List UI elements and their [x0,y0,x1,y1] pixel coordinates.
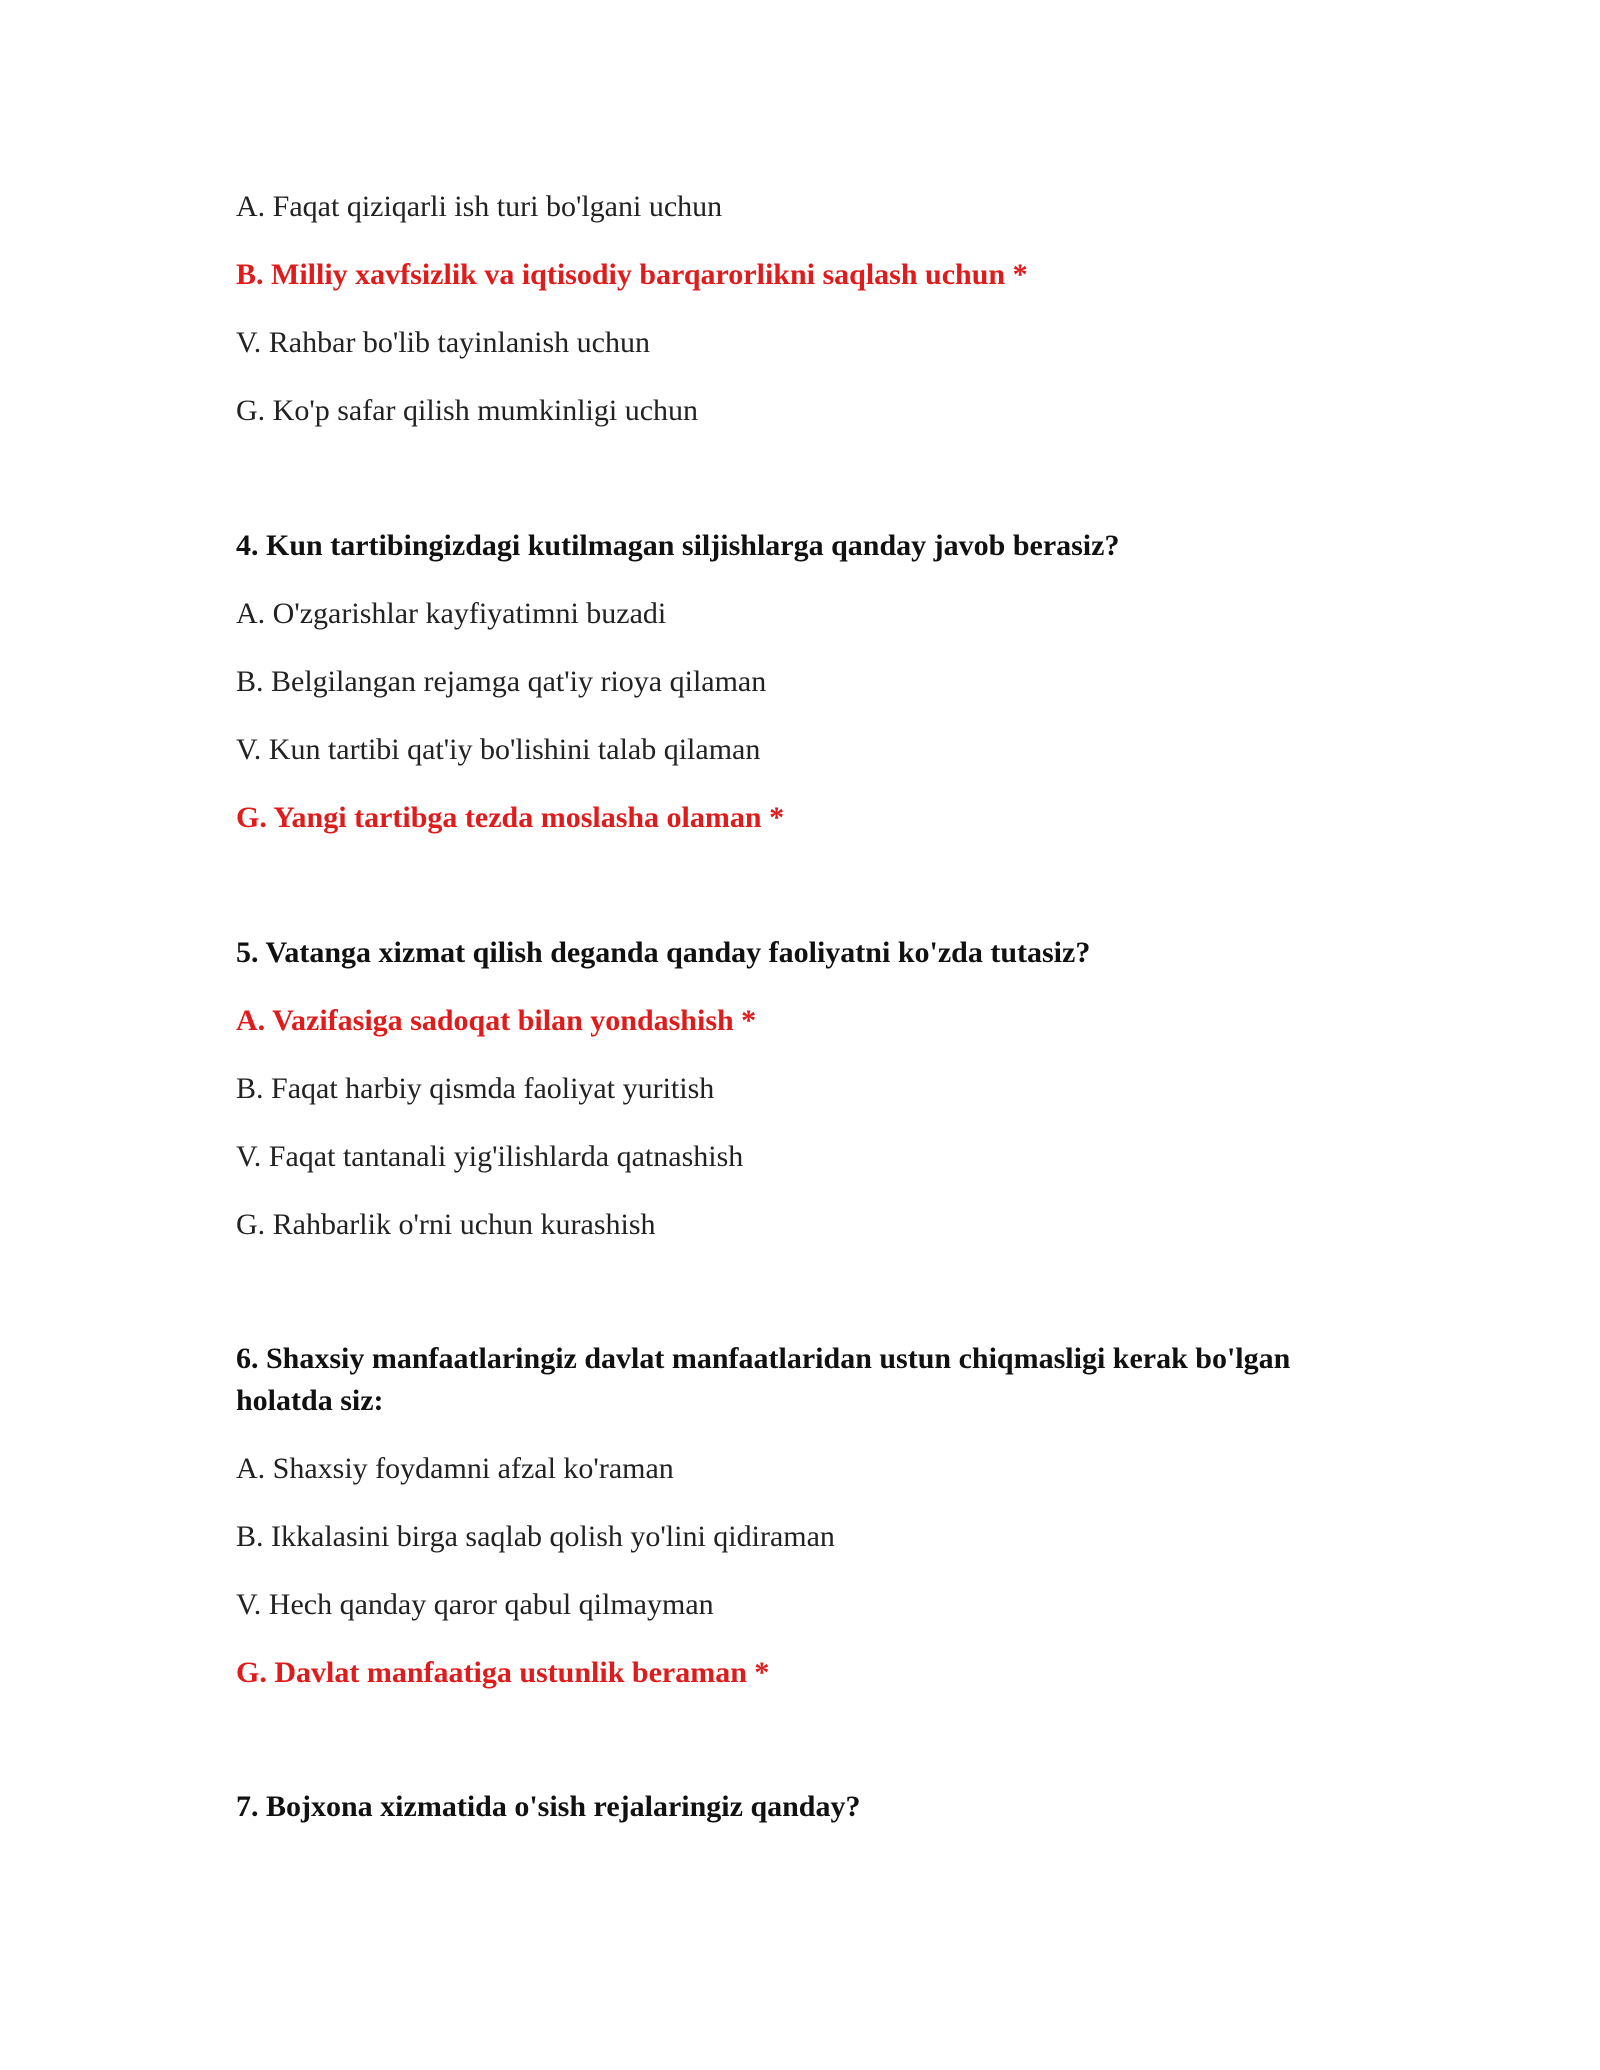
q5-option-v: V. Faqat tantanali yig'ilishlarda qatnashish [236,1140,744,1173]
q5-option-b: B. Faqat harbiy qismda faoliyat yuritish [236,1072,715,1105]
option-b-correct: B. Milliy xavfsizlik va iqtisodiy barqarorlikni saqlash uchun * [236,258,1028,291]
q4-option-v: V. Kun tartibi qat'iy bo'lishini talab qilaman [236,733,761,766]
q6-option-v: V. Hech qanday qaror qabul qilmayman [236,1588,714,1621]
q6-option-g-correct: G. Davlat manfaatiga ustunlik beraman * [236,1656,770,1689]
q5-option-g: G. Rahbarlik o'rni uchun kurashish [236,1208,656,1241]
question-6: 6. Shaxsiy manfaatlaringiz davlat manfaatlaridan ustun chiqmasligi kerak bo'lgan holatda siz: [236,1342,1291,1417]
q4-option-g-correct: G. Yangi tartibga tezda moslasha olaman * [236,801,785,834]
question-5: 5. Vatanga xizmat qilish deganda qanday faoliyatni ko'zda tutasiz? [236,936,1091,969]
q4-option-b: B. Belgilangan rejamga qat'iy rioya qilaman [236,665,767,698]
option-v: V. Rahbar bo'lib tayinlanish uchun [236,326,650,359]
q4-option-a: A. O'zgarishlar kayfiyatimni buzadi [236,597,667,630]
option-g: G. Ko'p safar qilish mumkinligi uchun [236,394,699,427]
q6-option-a: A. Shaxsiy foydamni afzal ko'raman [236,1452,674,1485]
q6-option-b: B. Ikkalasini birga saqlab qolish yo'lini qidiraman [236,1520,835,1553]
question-7: 7. Bojxona xizmatida o'sish rejalaringiz qanday? [236,1790,861,1823]
option-a: A. Faqat qiziqarli ish turi bo'lgani uchun [236,190,723,223]
question-4: 4. Kun tartibingizdagi kutilmagan siljishlarga qanday javob berasiz? [236,529,1120,562]
q5-option-a-correct: A. Vazifasiga sadoqat bilan yondashish * [236,1004,757,1037]
